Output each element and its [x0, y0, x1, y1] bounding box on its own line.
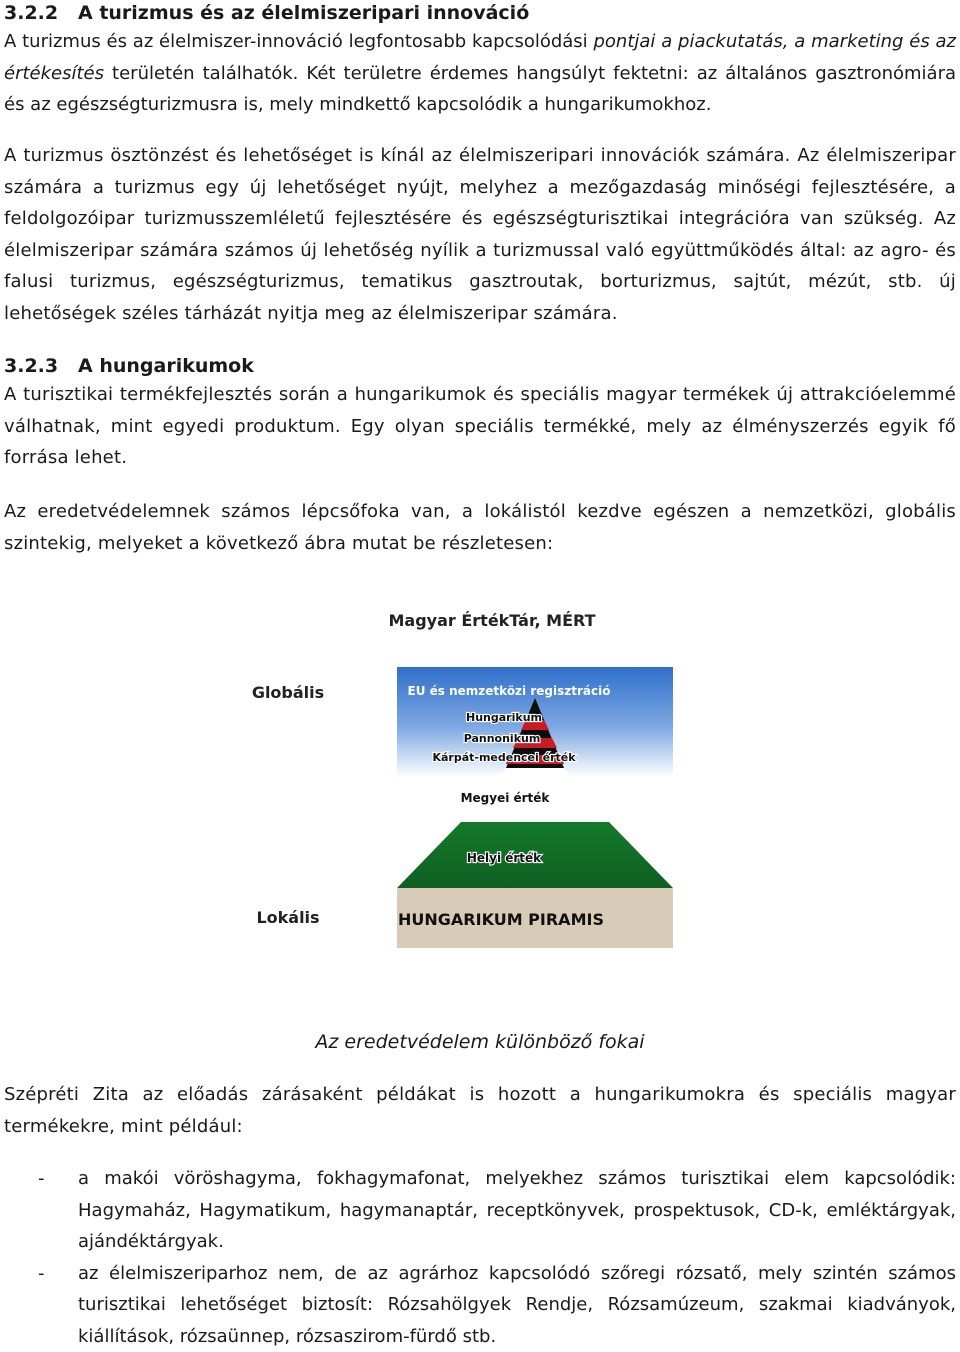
section-title: A turizmus és az élelmiszeripari innováció [78, 2, 529, 24]
list-item-text: az élelmiszeriparhoz nem, de az agrárhoz kapcsolódó szőregi rózsatő, mely szintén számos turisztikai lehetőséget biztosít: Rózsahölgyek Rendje, Rózsamúzeum, szakmai kiadványok, kiállítások, rózsaünnep, rózsaszirom-fürdő stb. [78, 1263, 956, 1347]
section-title: A hungarikumok [78, 355, 254, 377]
paragraph-text: A turizmus és az élelmiszer-innováció legfontosabb kapcsolódási [4, 31, 593, 52]
paragraph [4, 26, 956, 121]
paragraph: Szépréti Zita az előadás zárásaként példákat is hozott a hungarikumokra és speciális magyar termékekre, mint például: [4, 1079, 956, 1142]
closing-section [4, 1079, 956, 1142]
section-number: 3.2.3 [4, 353, 78, 379]
label-local: Lokális [256, 908, 319, 927]
paragraph-text: területén találhatók. Két területre érdemes hangsúlyt fektetni: az általános gasztronómiára és az egészségturizmusra is, mely mindkettő kapcsolódik a hungarikumokhoz. [4, 63, 956, 116]
figure-caption: Az eredetvédelem különböző fokai [4, 1028, 956, 1056]
section-323 [4, 353, 956, 474]
label-global: Globális [252, 683, 324, 702]
section-heading-323 [4, 353, 956, 379]
paragraph: A turisztikai termékfejlesztés során a hungarikumok és speciális magyar termékek új attrakcióelemmé válhatnak, mint egyedi produktum. Egy olyan speciális termékké, mely az élményszerzés egyik fő forrása lehet. [4, 379, 956, 474]
section-heading-322 [4, 0, 956, 26]
label-pannonikum: Pannonikum [464, 732, 541, 745]
label-megyei: Megyei érték [461, 791, 551, 805]
paragraph: Az eredetvédelemnek számos lépcsőfoka van, a lokálistól kezdve egészen a nemzetközi, globális szintekig, melyeket a következő ábra mutat be részletesen: [4, 496, 956, 559]
paragraph: A turizmus ösztönzést és lehetőséget is kínál az élelmiszeripari innovációk számára. Az élelmiszeripar számára a turizmus egy új lehetőséget nyújt, melyhez a mezőgazdaság minőségi fejlesztésére, a feldolgozóipar turizmusszemléletű fejlesztésére és egészségturisztikai integrációra van szükség. Az élelmiszeripar számára számos új lehetőség nyílik a turizmussal való együttműködés által: az agro- és falusi turizmus, egészségturizmus, tematikus gasztroutak, borturizmus, sajtút, mézút, stb. új lehetőségek széles tárházát nyitja meg az élelmiszeripar számára. [4, 140, 956, 329]
label-karpat-medencei: Kárpát-medencei érték [432, 751, 576, 764]
section-323-paragraph-2 [4, 496, 956, 559]
hungarikum-pyramid-figure [4, 590, 956, 970]
pyramid-diagram [4, 590, 956, 970]
section-322-paragraph-2 [4, 140, 956, 329]
label-eu-registration: EU és nemzetközi regisztráció [408, 684, 611, 698]
label-base: HUNGARIKUM PIRAMIS [398, 910, 604, 929]
list-item [4, 1258, 956, 1352]
section-322 [4, 0, 956, 121]
list-bullet: - [38, 1163, 45, 1195]
paragraph-italic-text: pontjai a piackutatás, a marketing és az értékesítés [4, 31, 956, 84]
label-mert: Magyar ÉrtékTár, MÉRT [388, 611, 595, 630]
label-helyi: Helyi érték [467, 851, 542, 865]
list-bullet: - [38, 1258, 45, 1290]
list-item [4, 1163, 956, 1258]
list-item-text: a makói vöröshagyma, fokhagymafonat, melyekhez számos turisztikai elem kapcsolódik: Hagymaház, Hagymatikum, hagymanaptár, receptkönyvek, prospektusok, CD-k, emléktárgyak, ajándéktárgyak. [78, 1168, 956, 1252]
label-hungarikum: Hungarikum [466, 711, 542, 724]
examples-list [4, 1163, 956, 1352]
section-number: 3.2.2 [4, 0, 78, 26]
